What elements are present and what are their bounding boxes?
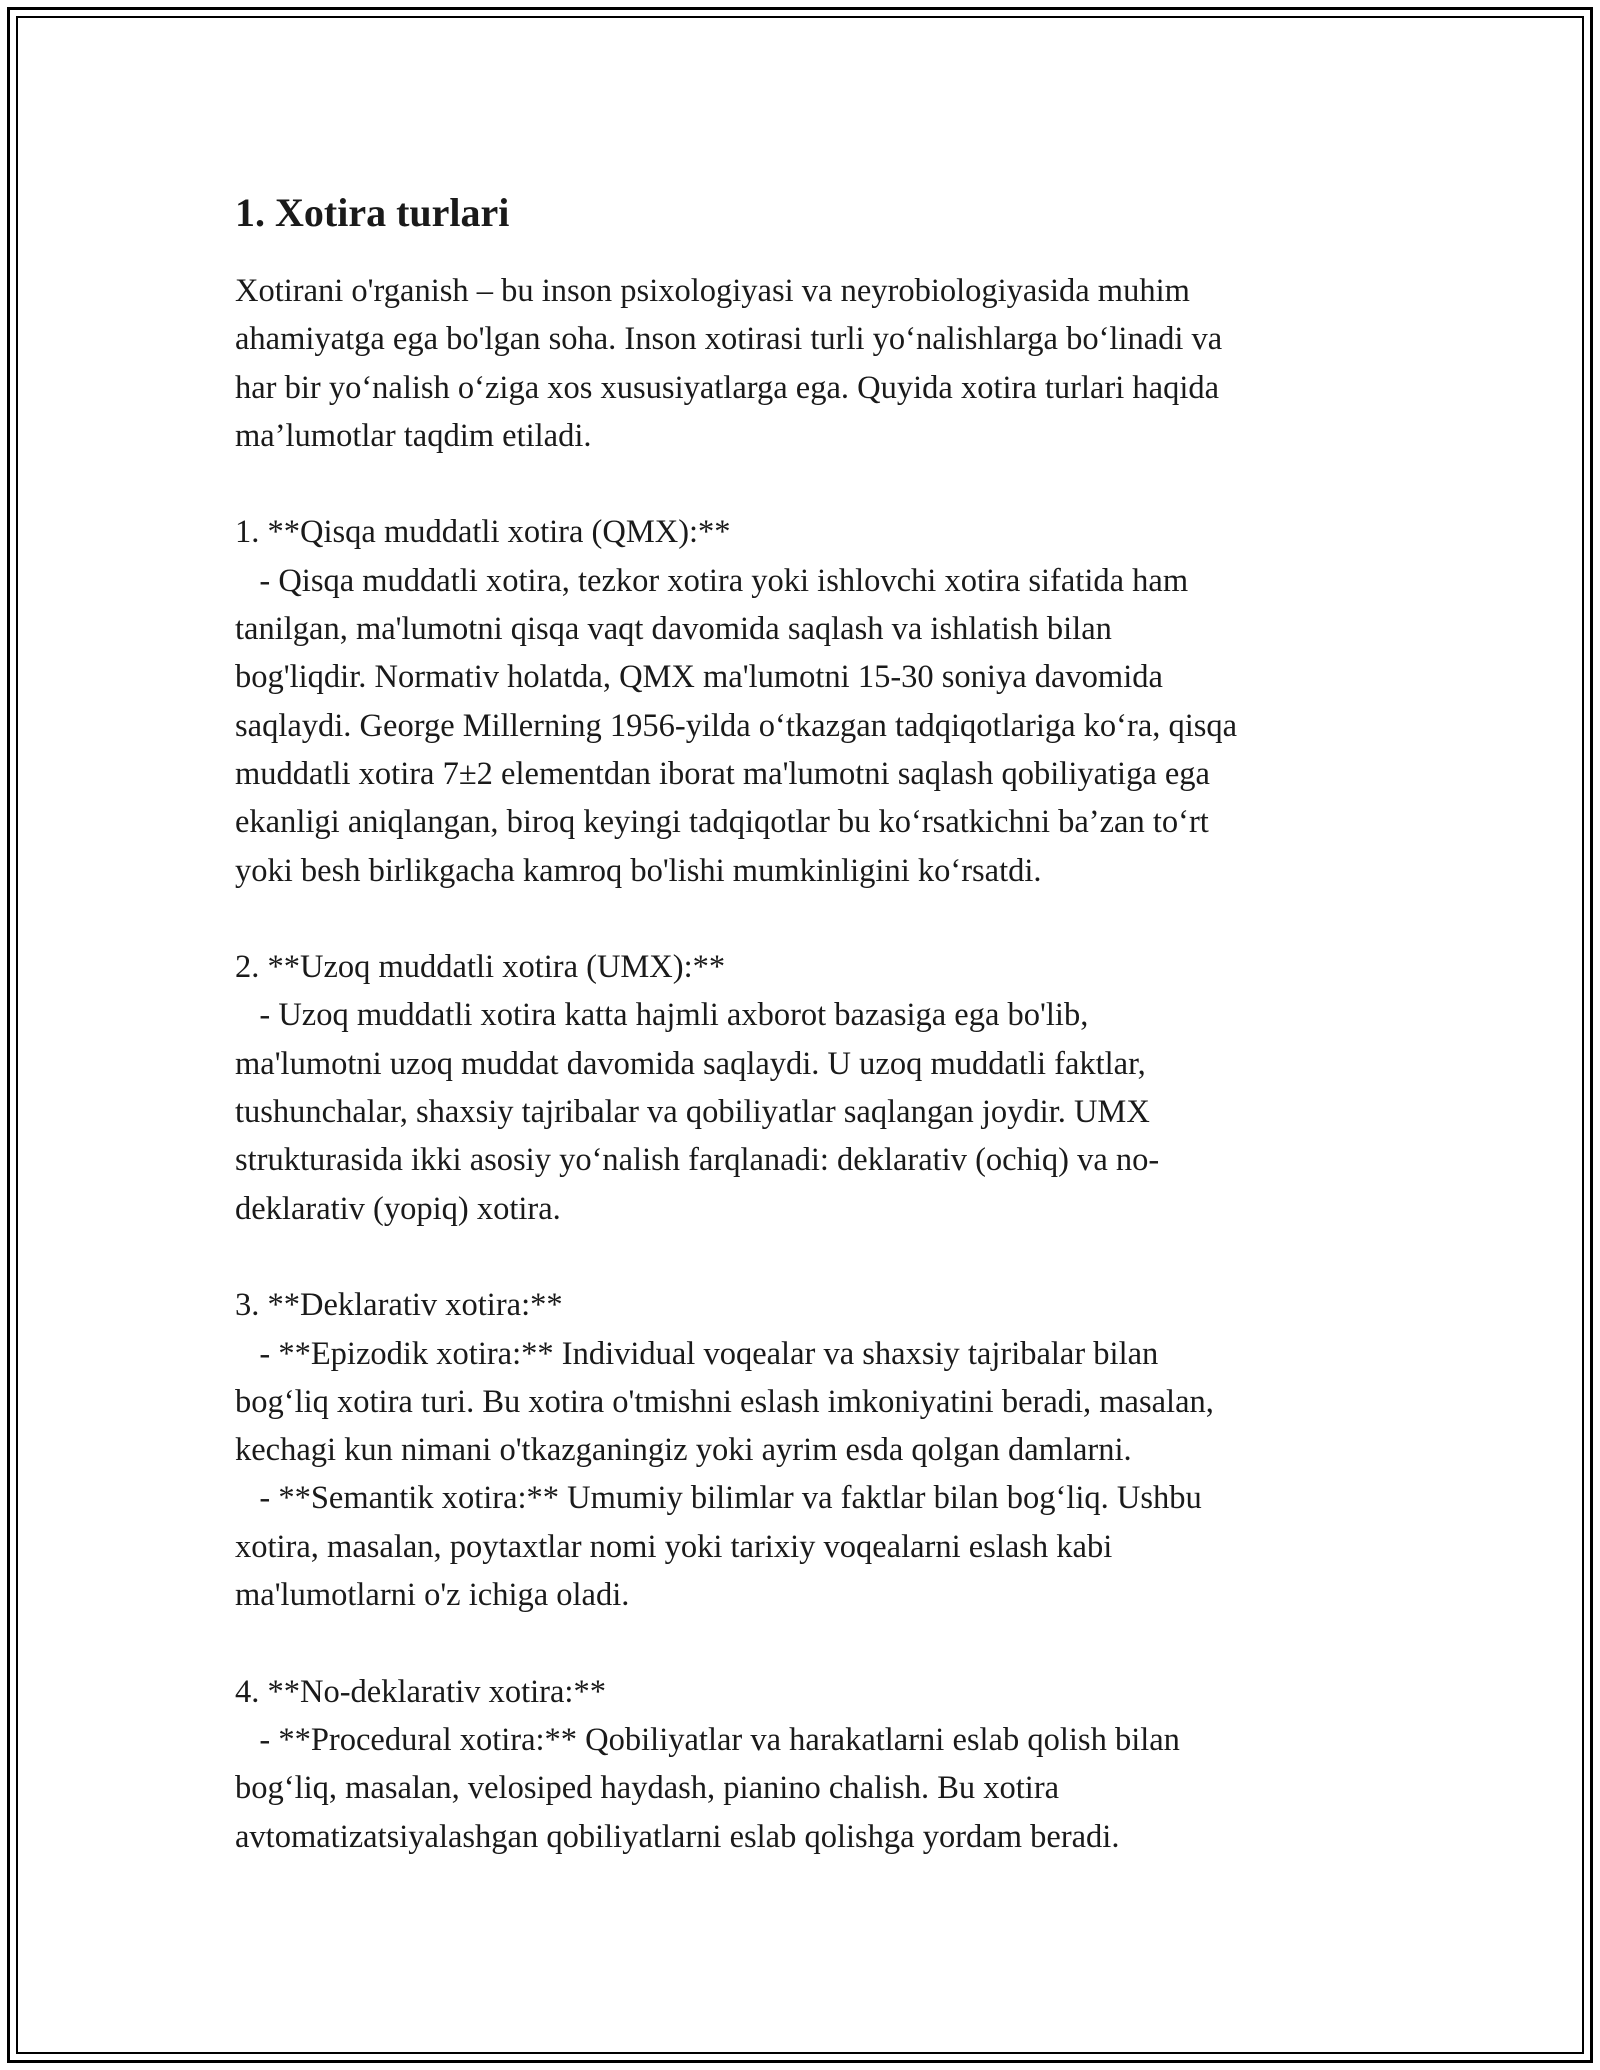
document-body: Xotirani o'rganish – bu inson psixologiyasi va neyrobiologiyasida muhim ahamiyatga ega bo'lgan soha. Inson xotirasi turli yo‘nalishlarga bo‘linadi va har bir yo‘nalish o‘ziga xos xususiyatlarga ega. Quyida xotira turlari haqida ma’lumotlar taqdim etiladi. 1. **Qisqa muddatli xotira (QMX):** - Qisqa muddatli xotira, tezkor xotira yoki ishlovchi xotira sifatida ham tanilgan, ma'lumotni qisqa vaqt davomida saqlash va ishlatish bilan bog'liqdir. Normativ holatda, QMX ma'lumotni 15-30 soniya davomida saqlaydi. George Millerning 1956-yilda o‘tkazgan tadqiqotlariga ko‘ra, qisqa muddatli xotira 7±2 elementdan iborat ma'lumotni saqlash qobiliyatiga ega ekanligi aniqlangan, biroq keyingi tadqiqotlar bu ko‘rsatkichni ba’zan to‘rt yoki besh birlikgacha kamroq bo'lishi mumkinligini ko‘rsatdi. 2. **Uzoq muddatli xotira (UMX):** - Uzoq muddatli xotira katta hajmli axborot bazasiga ega bo'lib, ma'lumotni uzoq muddat davomida saqlaydi. U uzoq muddatli faktlar, tushunchalar, shaxsiy tajribalar va qobiliyatlar saqlangan joydir. UMX strukturasida ikki asosiy yo‘nalish farqlanadi: deklarativ (ochiq) va no- deklarativ (yopiq) xotira. 3. **Deklarativ xotira:** - **Epizodik xotira:** Individual voqealar va shaxsiy tajribalar bilan bog‘liq xotira turi. Bu xotira o'tmishni eslash imkoniyatini beradi, masalan, kechagi kun nimani o'tkazganingiz yoki ayrim esda qolgan damlarni. - **Semantik xotira:** Umumiy bilimlar va faktlar bilan bog‘liq. Ushbu xotira, masalan, poytaxtlar nomi yoki tarixiy voqealarni eslash kabi ma'lumotlarni o'z ichiga oladi. 4. **No-deklarativ xotira:** - **Procedural xotira:** Qobiliyatlar va harakatlarni eslab qolish bilan bog‘liq, masalan, velosiped haydash, pianino chalish. Bu xotira avtomatizatsiyalashgan qobiliyatlarni eslab qolishga yordam beradi. [235, 273, 1238, 1855]
document-content [235, 185, 1380, 1861]
document-title: 1. Xotira turlari [235, 190, 510, 235]
